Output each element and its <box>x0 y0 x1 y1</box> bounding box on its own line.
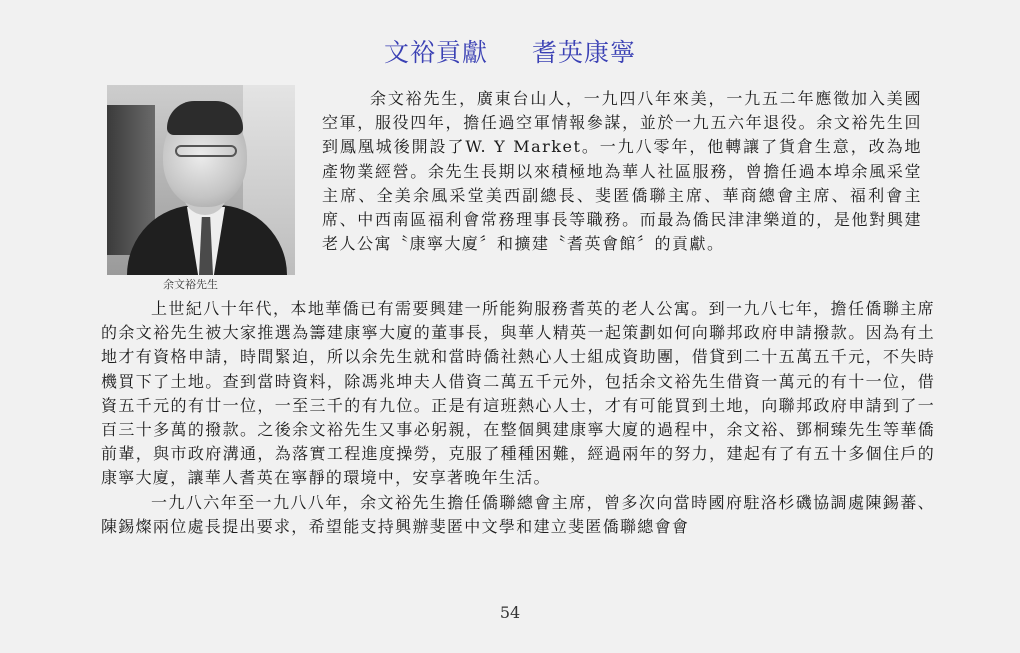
paragraph-3: 一九八六年至一九八八年，余文裕先生擔任僑聯總會主席，曾多次向當時國府駐洛杉磯協調處陳錫蕃、陳錫燦兩位處長提出要求，希望能支持興辦斐匿中文學和建立斐匿僑聯總會會 <box>101 492 935 536</box>
photo-hair <box>167 101 243 135</box>
title-part-1: 文裕貢獻 <box>383 38 488 67</box>
title-part-2: 耆英康寧 <box>532 38 637 67</box>
page-title <box>0 33 1020 69</box>
portrait-photo <box>107 85 295 275</box>
paragraph-1: 余文裕先生，廣東台山人，一九四八年來美，一九五二年應徵加入美國空軍，服役四年，擔任過空軍情報參謀，並於一九五六年退役。余文裕先生回到鳳凰城後開設了W. Y Market。一九八零年，他轉讓了貨倉生意，改為地產物業經營。余先生長期以來積極地為華人社區服務，曾擔任過本埠余風采堂主席、全美余風采堂美西副總長、斐匿僑聯主席、華商總會主席、福利會主席、中西南區福利會常務理事長等職務。而最為僑民津津樂道的，是他對興建老人公寓〝康寧大廈〞和擴建〝耆英會館〞的貢獻。 <box>322 89 922 254</box>
page-number: 54 <box>499 603 521 622</box>
photo-glasses <box>175 145 237 157</box>
article-body <box>101 297 935 539</box>
photo-caption: 余文裕先生 <box>163 278 218 291</box>
paragraph-2: 上世紀八十年代，本地華僑已有需要興建一所能夠服務耆英的老人公寓。到一九八七年，擔任僑聯主席的余文裕先生被大家推選為籌建康寧大廈的董事長，與華人精英一起策劃如何向聯邦政府申請撥款。因為有土地才有資格申請，時間緊迫，所以余先生就和當時僑社熱心人士組成資助團，借貸到二十五萬五千元，不失時機買下了土地。查到當時資料，除馮兆坤夫人借資二萬五千元外，包括余文裕先生借資一萬元的有十一位，借資五千元的有廿一位，一至三千的有九位。正是有這班熱心人士，才有可能買到土地，向聯邦政府申請到了一百三十多萬的撥款。之後余文裕先生又事必躬親，在整個興建康寧大廈的過程中，余文裕、鄧桐臻先生等華僑前輩，與市政府溝通，為落實工程進度操勞，克服了種種困難，經過兩年的努力，建起有了有五十多個住戶的康寧大廈，讓華人耆英在寧靜的環境中，安享著晚年生活。 <box>101 299 935 488</box>
